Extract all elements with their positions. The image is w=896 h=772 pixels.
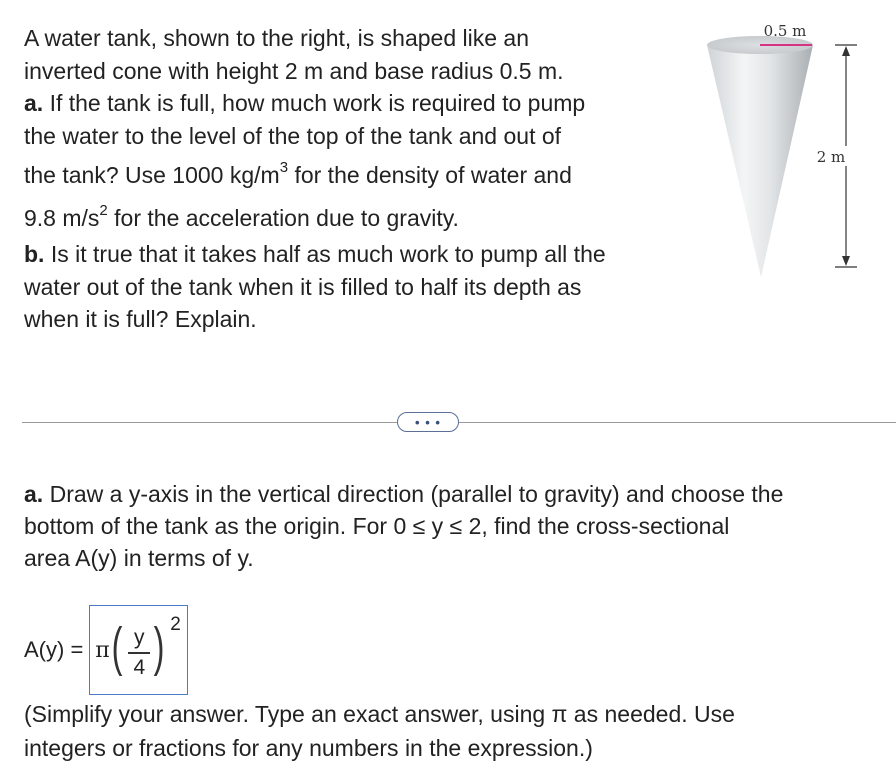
answer-label: A(y) =	[24, 637, 84, 662]
part-a-line: area A(y) in terms of y.	[24, 545, 254, 571]
fraction-bar	[128, 652, 150, 654]
fraction-numerator: y	[134, 626, 145, 649]
cone-diagram	[700, 12, 896, 282]
problem-line-density	[24, 152, 684, 198]
gravity-text-end: for the acceleration due to gravity.	[107, 205, 459, 231]
answer-input[interactable]	[89, 605, 188, 695]
gravity-text: 9.8 m/s	[24, 205, 100, 231]
problem-line: A water tank, shown to the right, is shaped like an	[24, 25, 530, 51]
right-paren: )	[153, 617, 165, 677]
problem-line-part-b	[24, 238, 684, 271]
problem-line: inverted cone with height 2 m and base radius 0.5 m.	[24, 57, 564, 84]
fraction-denominator: 4	[133, 656, 146, 679]
problem-text: If the tank is full, how much work is required to pump	[43, 90, 586, 116]
hint-line: (Simplify your answer. Type an exact answer, using π as needed. Use	[24, 701, 735, 727]
problem-line: when it is full? Explain.	[24, 306, 257, 332]
hint-line: integers or fractions for any numbers in the expression.)	[24, 735, 593, 761]
density-text: the tank? Use 1000 kg/m	[24, 162, 280, 188]
pi-symbol: π	[95, 638, 110, 663]
part-a-text: Draw a y-axis in the vertical direction (parallel to gravity) and choose the	[43, 481, 784, 507]
part-b-prefix: b.	[24, 241, 45, 267]
density-text-end: for the density of water and	[288, 162, 572, 188]
height-arrow-top	[842, 46, 850, 56]
part-a-label: a.	[24, 481, 44, 507]
density-exponent: 3	[279, 159, 289, 177]
cone-body	[707, 45, 813, 277]
cone-tank-figure	[700, 12, 896, 282]
height-label: 2 m	[816, 148, 846, 166]
exponent: 2	[170, 614, 181, 635]
problem-line-gravity	[24, 198, 684, 238]
height-arrow-bottom	[842, 256, 850, 266]
part-a-prefix: a.	[24, 90, 44, 116]
problem-line: water out of the tank when it is filled to half its depth as	[24, 273, 582, 300]
part-a-line	[24, 478, 892, 510]
left-paren: (	[111, 617, 123, 677]
problem-statement	[24, 22, 684, 336]
problem-line: the water to the level of the top of the tank and out of	[24, 122, 562, 149]
part-a-line: bottom of the tank as the origin. For 0 ≤ y ≤ 2, find the cross-sectional	[24, 513, 730, 539]
problem-line-part-a	[24, 87, 684, 120]
problem-text: Is it true that it takes half as much work to pump all the	[44, 241, 606, 267]
section-divider	[22, 422, 896, 423]
gravity-exponent: 2	[99, 202, 108, 220]
radius-label: 0.5 m	[763, 22, 807, 40]
answer-hint	[24, 697, 884, 765]
expand-button[interactable]: • • •	[397, 412, 459, 432]
part-a-question	[24, 478, 892, 574]
answer-row	[24, 604, 188, 696]
